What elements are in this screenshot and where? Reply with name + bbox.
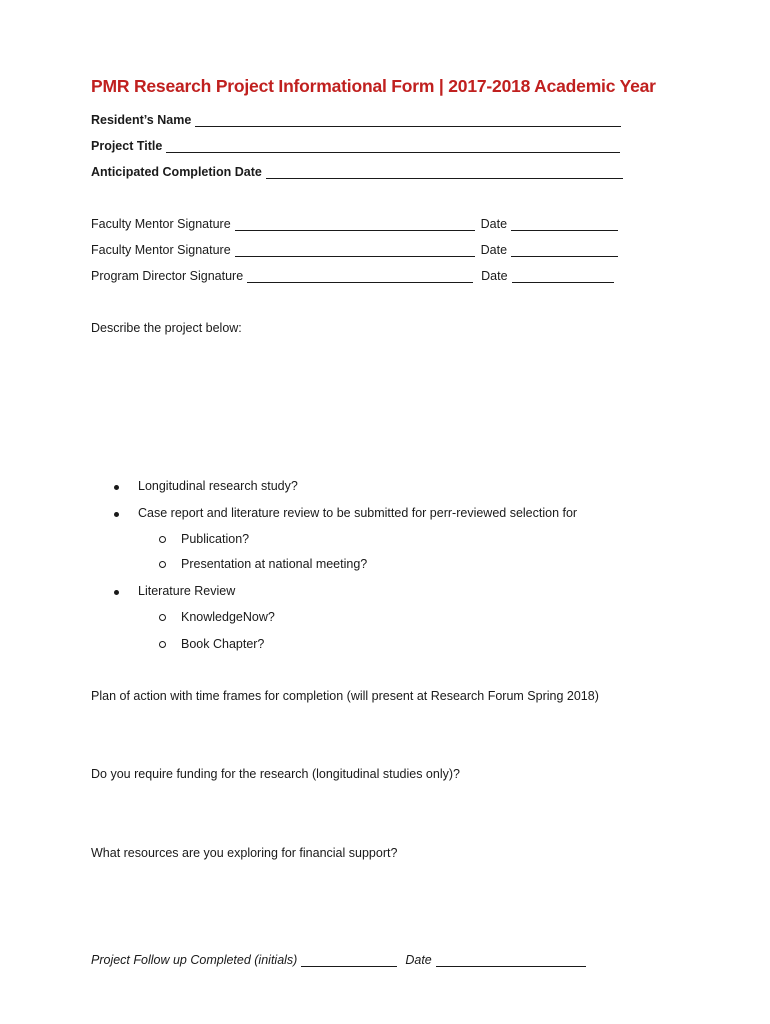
list-item-text: Longitudinal research study?: [138, 479, 298, 493]
list-item-text: Literature Review: [138, 584, 236, 598]
signature-row-director: [91, 269, 614, 283]
signature-row-faculty-1: [91, 217, 618, 231]
list-item-text: Publication?: [181, 532, 250, 546]
list-item-text: Book Chapter?: [181, 637, 265, 651]
circle-bullet-icon: [159, 641, 166, 648]
resident-name-row: [91, 113, 621, 127]
signature-label: Faculty Mentor Signature: [91, 243, 231, 257]
signature-label: Faculty Mentor Signature: [91, 217, 231, 231]
initials-field[interactable]: [301, 954, 397, 967]
project-title-field[interactable]: [166, 140, 620, 153]
followup-date-label: Date: [405, 953, 432, 967]
resources-prompt: What resources are you exploring for financial support?: [91, 846, 398, 860]
project-title-row: [91, 139, 620, 153]
form-title: PMR Research Project Informational Form | 2017-2018 Academic Year: [91, 76, 656, 96]
signature-label: Program Director Signature: [91, 269, 244, 283]
completion-date-field[interactable]: [266, 166, 623, 179]
signature-row-faculty-2: [91, 243, 618, 257]
signature-field[interactable]: [235, 244, 475, 257]
list-item: [158, 610, 275, 624]
date-label: Date: [480, 217, 508, 231]
signature-field[interactable]: [247, 270, 473, 283]
list-item: [158, 637, 264, 651]
list-item: [112, 479, 298, 493]
bullet-icon: [114, 590, 119, 595]
signature-field[interactable]: [235, 218, 475, 231]
completion-date-row: [91, 165, 623, 179]
followup-row: [91, 953, 586, 967]
describe-prompt: Describe the project below:: [91, 321, 242, 335]
bullet-icon: [114, 485, 119, 490]
list-item-text: KnowledgeNow?: [181, 610, 275, 624]
followup-date-field[interactable]: [436, 954, 586, 967]
list-item: [158, 557, 367, 571]
bullet-icon: [114, 512, 119, 517]
circle-bullet-icon: [159, 536, 166, 543]
list-item-text: Case report and literature review to be submitted for perr-reviewed selection for: [138, 506, 578, 520]
date-field[interactable]: [512, 270, 614, 283]
resident-name-field[interactable]: [195, 114, 621, 127]
plan-of-action-prompt: Plan of action with time frames for completion (will present at Research Forum Spring 2018): [91, 689, 599, 703]
list-item-text: Presentation at national meeting?: [181, 557, 368, 571]
followup-label: Project Follow up Completed (initials): [91, 953, 298, 967]
list-item: [158, 532, 249, 546]
resident-name-label: Resident’s Name: [91, 113, 192, 127]
circle-bullet-icon: [159, 561, 166, 568]
project-title-label: Project Title: [91, 139, 163, 153]
date-field[interactable]: [511, 244, 618, 257]
list-item: [112, 506, 577, 520]
date-label: Date: [481, 269, 508, 283]
list-item: [112, 584, 235, 598]
date-label: Date: [480, 243, 508, 257]
funding-prompt: Do you require funding for the research (longitudinal studies only)?: [91, 767, 460, 781]
circle-bullet-icon: [159, 614, 166, 621]
date-field[interactable]: [511, 218, 618, 231]
completion-date-label: Anticipated Completion Date: [91, 165, 262, 179]
